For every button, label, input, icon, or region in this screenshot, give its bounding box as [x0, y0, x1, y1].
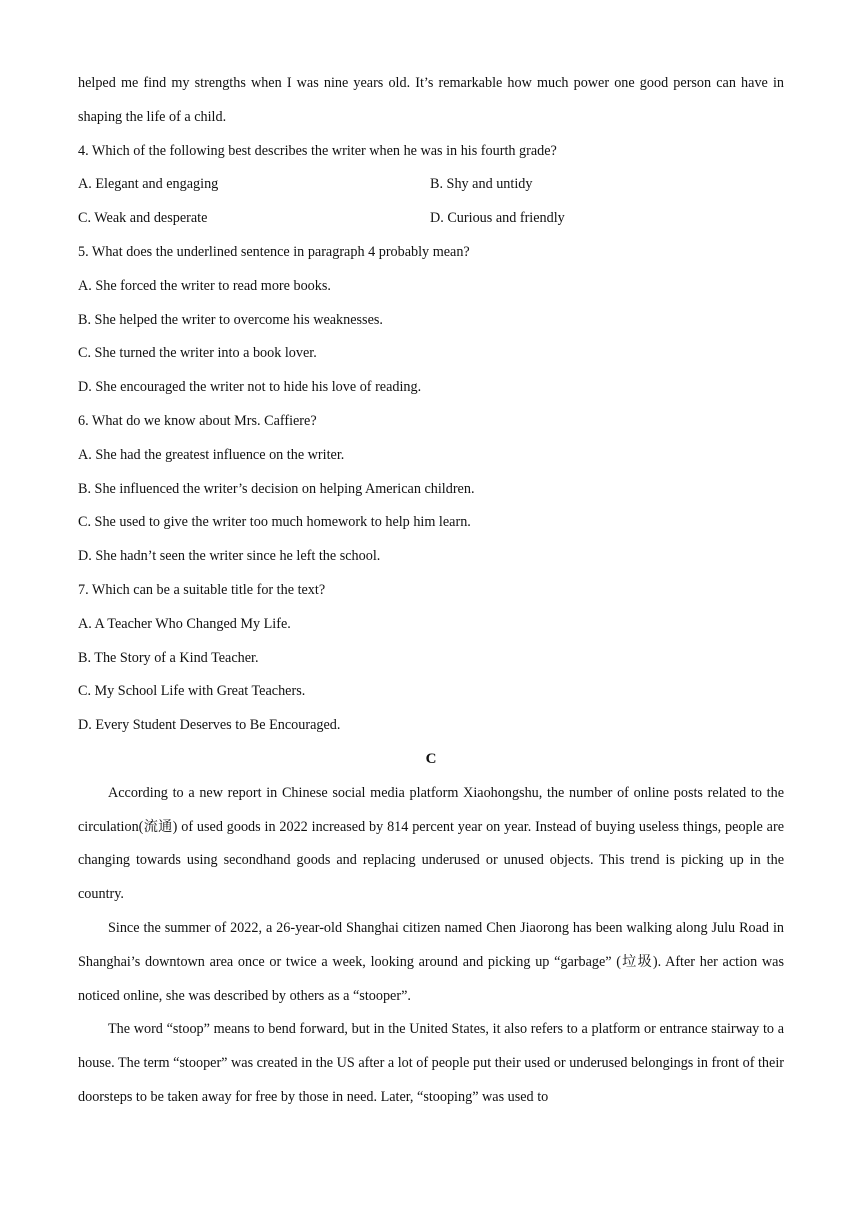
- option-c: C. Weak and desperate: [78, 210, 208, 227]
- question-stem: 4. Which of the following best describes the writer when he was in his fourth grade?: [78, 142, 557, 159]
- question-stem: 6. What do we know about Mrs. Caffiere?: [78, 412, 317, 429]
- option-a: A. A Teacher Who Changed My Life.: [78, 615, 291, 632]
- section-heading: C: [425, 750, 437, 767]
- option-c: C. My School Life with Great Teachers.: [78, 683, 306, 700]
- question-stem: 7. Which can be a suitable title for the text?: [78, 581, 326, 598]
- option-b: B. She influenced the writer’s decision on helping American children.: [78, 480, 475, 497]
- option-c: C. She used to give the writer too much homework to help him learn.: [78, 514, 471, 531]
- passage-paragraph-2: Since the summer of 2022, a 26-year-old Shanghai citizen named Chen Jiaorong has been walking along Julu Road in Shanghai’s downtown area once or twice a week, looking around and picking up “garbage” (垃圾). After her action was noticed online, she was described by others as a “stooper”.: [78, 919, 784, 1004]
- option-a: A. She had the greatest influence on the writer.: [78, 446, 345, 463]
- passage-paragraph-3: The word “stoop” means to bend forward, but in the United States, it also refers to a platform or entrance stairway to a house. The term “stooper” was created in the US after a lot of people put their used or underused belongings in front of their doorsteps to be taken away for free by those in need. Later, “stooping” was used to: [78, 1021, 784, 1105]
- option-d: D. Curious and friendly: [430, 210, 565, 227]
- passage-paragraph-1: According to a new report in Chinese social media platform Xiaohongshu, the number of online posts related to the circulation(流通) of used goods in 2022 increased by 814 percent year on year. Instead of buying useless things, people are changing towards using secondhand goods and replacing underused or unused objects. This trend is picking up in the country.: [78, 784, 784, 903]
- option-b: B. The Story of a Kind Teacher.: [78, 649, 259, 666]
- option-c: C. She turned the writer into a book lover.: [78, 345, 317, 362]
- options-row: [78, 168, 784, 202]
- question-4: [78, 135, 784, 236]
- intro-paragraph: helped me find my strengths when I was nine years old. It’s remarkable how much power one good person can have in shaping the life of a child.: [78, 75, 784, 125]
- option-b: B. Shy and untidy: [430, 176, 533, 193]
- option-a: A. Elegant and engaging: [78, 176, 219, 193]
- option-d: D. Every Student Deserves to Be Encouraged.: [78, 717, 341, 734]
- question-6: [78, 405, 784, 574]
- question-stem: 5. What does the underlined sentence in paragraph 4 probably mean?: [78, 243, 470, 260]
- option-b: B. She helped the writer to overcome his weaknesses.: [78, 311, 383, 328]
- question-5: [78, 236, 784, 405]
- option-d: D. She hadn’t seen the writer since he left the school.: [78, 548, 381, 565]
- question-7: [78, 574, 784, 743]
- option-d: D. She encouraged the writer not to hide his love of reading.: [78, 379, 422, 396]
- page-content: [78, 67, 784, 1115]
- options-row: [78, 202, 784, 236]
- option-a: A. She forced the writer to read more books.: [78, 277, 331, 294]
